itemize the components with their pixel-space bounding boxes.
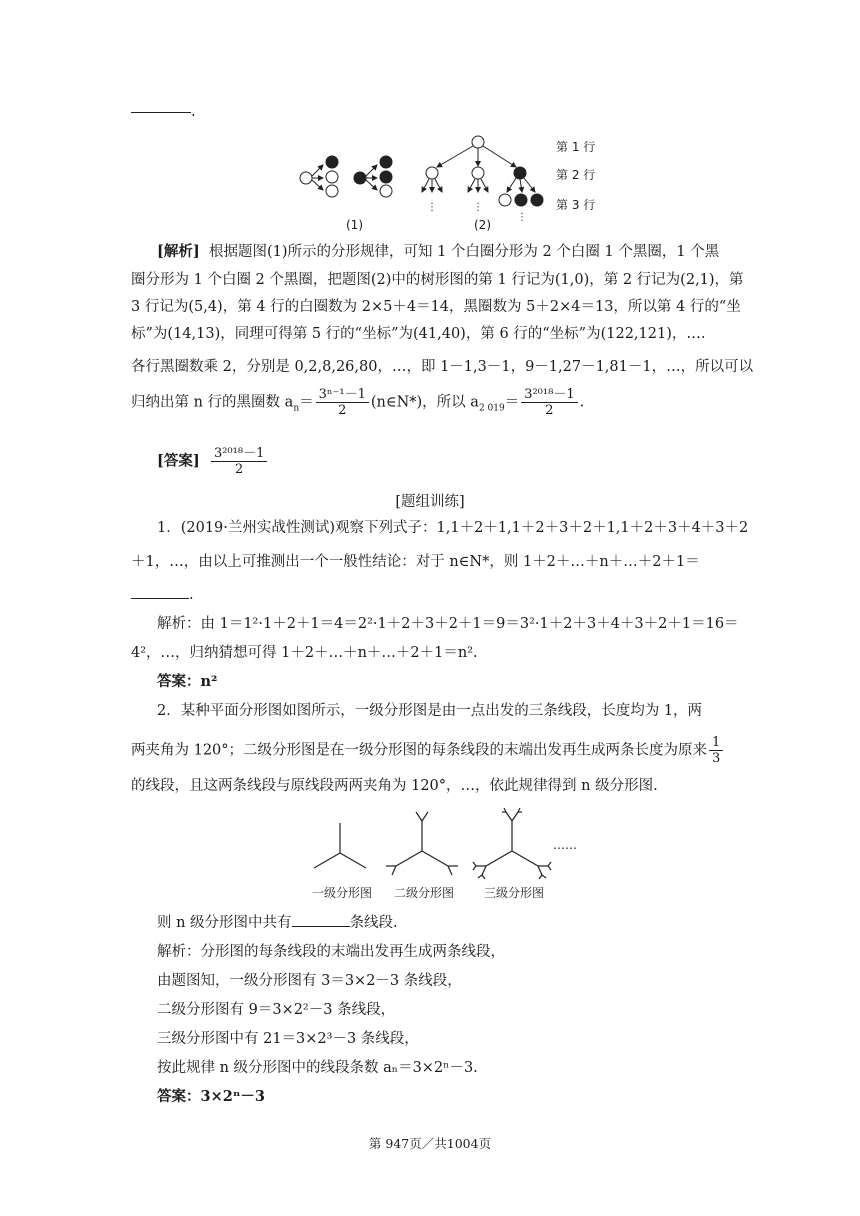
q1-answer-blank [131, 584, 189, 599]
fig2-label-3: 三级分形图 [484, 886, 545, 900]
q2-line-3: 的线段，且这两条线段与原线段两两夹角为 120°，…，依此规律得到 n 级分形图. [131, 778, 658, 794]
q2-line-2: 两夹角为 120°；二级分形图是在一级分形图的每条线段的末端出发再生成两条长度为原来 $\frac{1}{3}$ [131, 735, 725, 766]
svg-text:⋮: ⋮ [473, 202, 483, 213]
fig2-label-1: 一级分形图 [312, 886, 373, 900]
fig1-row2: 第 2 行 [556, 168, 596, 182]
fig1-label-2: (2) [474, 218, 491, 232]
q2-answer-blank [292, 912, 350, 927]
fig2-more: …… [553, 838, 577, 852]
q2-analysis-1: 解析：分形图的每条线段的末端出发再生成两条线段， [157, 944, 505, 960]
q1-analysis-1: 解析：由 1＝1²·1＋2＋1＝4＝2²·1＋2＋3＋2＋1＝9＝3²·1＋2＋3＋4＋3＋2＋1＝16＝ [157, 616, 739, 632]
q1-line-2: ＋1，…，由以上可推测出一个一般性结论：对于 n∈N*，则 1＋2＋…＋n＋…＋2＋1＝ [131, 554, 700, 570]
answer-blank-top [131, 112, 191, 113]
analysis-line-4: 标”为(14,13)，同理可得第 5 行的“坐标”为(41,40)，第 6 行的“坐标”为(122,121)，…. [131, 326, 706, 342]
q2-answer: 答案：3×2ⁿ－3 [157, 1088, 265, 1105]
svg-text:⋮: ⋮ [427, 202, 437, 213]
q1-analysis-2: 4²，…，归纳猜想可得 1＋2＋…＋n＋…＋2＋1＝n². [131, 645, 478, 661]
q1-line-1: 1．(2019·兰州实战性测试)观察下列式子：1,1＋2＋1,1＋2＋3＋2＋1,1＋2＋3＋4＋3＋2 [157, 520, 749, 536]
analysis-line-2: 圈分形为 1 个白圈 2 个黑圈，把题图(2)中的树形图的第 1 行记为(1,0)，第 2 行记为(2,1)，第 [131, 272, 744, 288]
fig1-row3: 第 3 行 [556, 198, 596, 212]
analysis-line-1: [解析] 根据题图(1)所示的分形规律，可知 1 个白圈分形为 2 个白圈 1 个黑圈，1 个黑 [157, 243, 720, 260]
page-footer: 第 947页／共1004页 [368, 1136, 492, 1151]
a2019-fraction: $\frac{\text{3²⁰¹⁸－1}}{2}$ [521, 387, 577, 418]
fig1-label-1: (1) [346, 218, 363, 232]
q2-analysis-5: 按此规律 n 级分形图中的线段条数 aₙ＝3×2ⁿ－3. [157, 1060, 478, 1076]
answer-fraction: $\frac{\text{3²⁰¹⁸－1}}{2}$ [211, 446, 267, 477]
analysis-line-3: 3 行记为(5,4)，第 4 行的白圈数为 2×5＋4＝14，黑圈数为 5＋2×4＝13，所以第 4 行的“坐 [131, 299, 741, 315]
black-count-fraction: $\frac{\text{3ⁿ⁻¹－1}}{2}$ [316, 387, 369, 418]
one-third-fraction: $\frac{1}{3}$ [709, 735, 723, 766]
section-title: [题组训练] [395, 494, 465, 510]
answer-line: [答案] $\frac{\text{3²⁰¹⁸－1}}{2}$ [157, 446, 269, 477]
blank-period: . [191, 104, 196, 120]
analysis-line-5: 各行黑圈数乘 2，分别是 0,2,8,26,80，…，即 1－1,3－1，9－1,27－1,81－1，…，所以可以 [131, 359, 754, 375]
fig2-label-2: 二级分形图 [394, 886, 455, 900]
q2-analysis-4: 三级分形图中有 21＝3×2³－3 条线段， [157, 1031, 419, 1047]
q2-line-1: 2．某种平面分形图如图所示，一级分形图是由一点出发的三条线段，长度均为 1，两 [157, 703, 703, 719]
fig1-row1: 第 1 行 [556, 140, 596, 154]
q1-answer: 答案：n² [157, 673, 218, 690]
analysis-line-6: 归纳出第 n 行的黑圈数 $a_n=$ $\frac{\text{3ⁿ⁻¹－1}}{2}$ (n∈N*)，所以 $a_{2 019}=$ $\frac{\text{3²⁰¹⁸－1}}{2}$ . [131, 387, 585, 418]
svg-text:⋮: ⋮ [517, 212, 527, 223]
q2-analysis-2: 由题图知，一级分形图有 3＝3×2－3 条线段， [157, 973, 462, 989]
q2-ask: 则 n 级分形图中共有 条线段. [157, 912, 398, 933]
q2-analysis-3: 二级分形图有 9＝3×2²－3 条线段， [157, 1002, 396, 1018]
q1-line-3: . [131, 584, 194, 605]
